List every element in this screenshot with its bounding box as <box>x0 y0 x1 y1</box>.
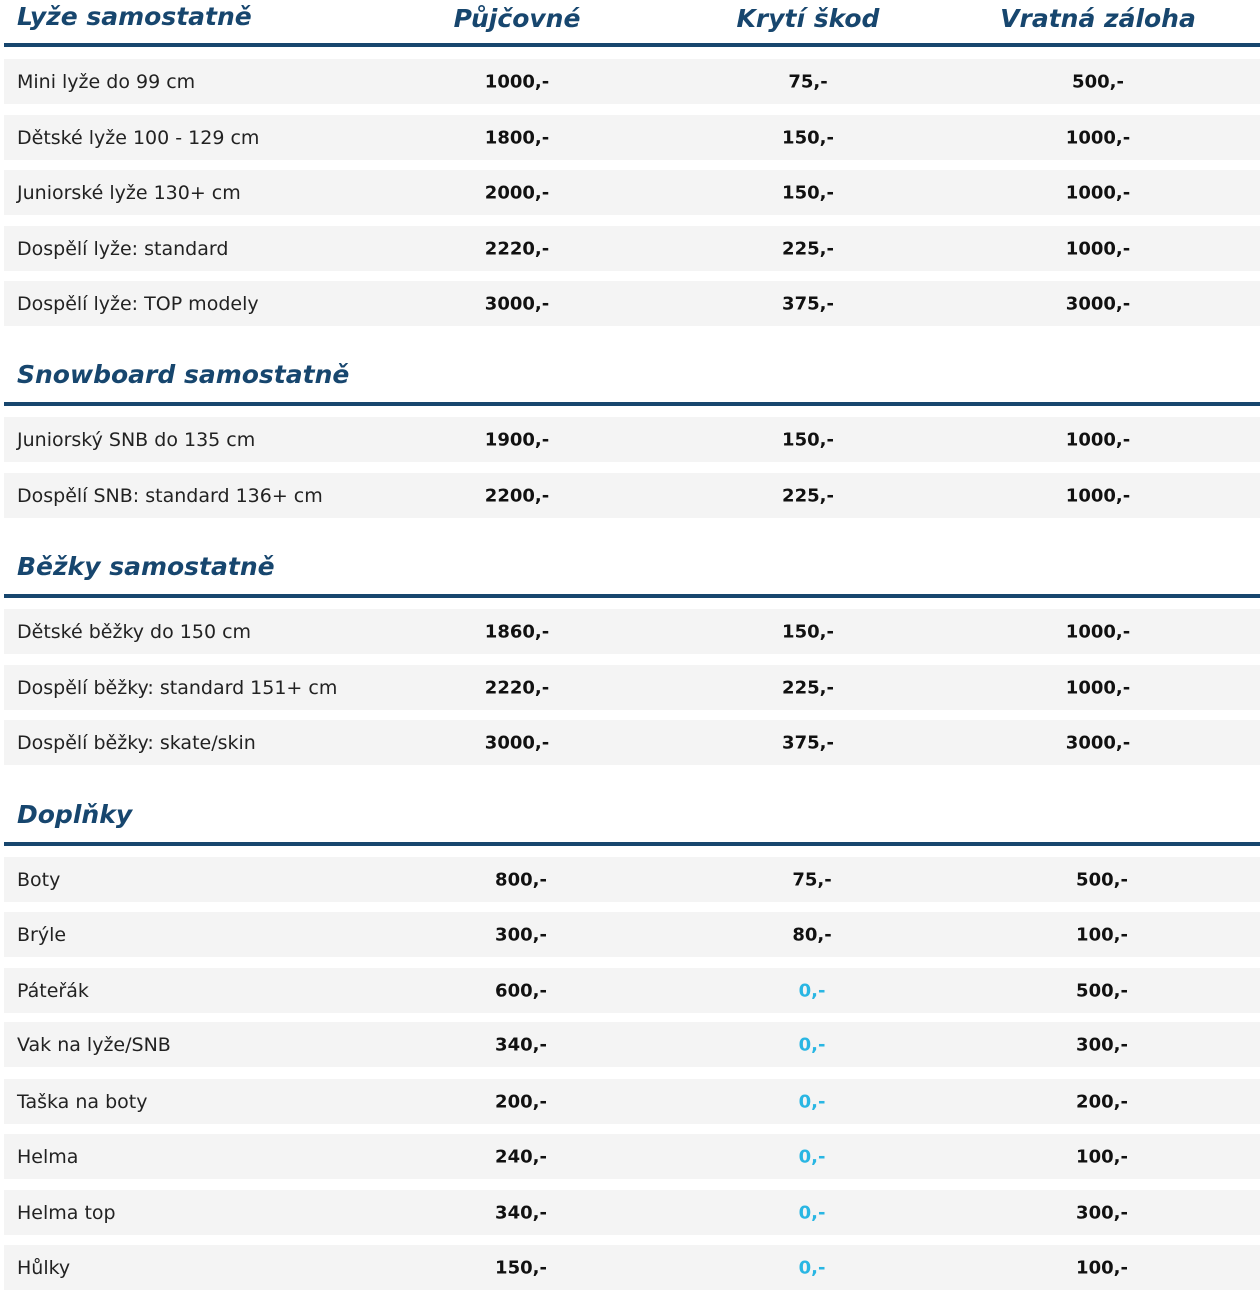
table-row <box>4 281 1260 326</box>
rent-value: 1800,- <box>484 127 550 148</box>
column-header-damage: Krytí škod <box>736 4 880 33</box>
section-title-bezky: Běžky samostatně <box>17 552 275 581</box>
row-label: Dospělí lyže: TOP modely <box>17 292 259 315</box>
section-divider <box>4 43 1260 47</box>
deposit-value: 1000,- <box>1065 238 1131 259</box>
row-label: Juniorské lyže 130+ cm <box>17 181 241 204</box>
damage-value: 0,- <box>798 1202 826 1223</box>
rent-value: 1860,- <box>484 621 550 642</box>
row-label: Vak na lyže/SNB <box>17 1033 171 1056</box>
table-row <box>4 115 1260 160</box>
section-title-snowboard: Snowboard samostatně <box>17 360 350 389</box>
row-label: Helma top <box>17 1201 116 1224</box>
row-label: Dětské běžky do 150 cm <box>17 620 252 643</box>
deposit-value: 200,- <box>1076 1091 1128 1112</box>
section-divider <box>4 594 1260 598</box>
deposit-value: 100,- <box>1076 1257 1128 1278</box>
deposit-value: 300,- <box>1076 1034 1128 1055</box>
row-label: Páteřák <box>17 979 89 1002</box>
section-title-lyze: Lyže samostatně <box>17 2 252 31</box>
damage-value: 150,- <box>782 182 834 203</box>
table-row <box>4 226 1260 271</box>
row-label: Taška na boty <box>17 1090 148 1113</box>
deposit-value: 100,- <box>1076 1146 1128 1167</box>
rent-value: 2000,- <box>484 182 550 203</box>
damage-value: 0,- <box>798 1091 826 1112</box>
deposit-value: 300,- <box>1076 1202 1128 1223</box>
damage-value: 150,- <box>782 127 834 148</box>
rent-value: 600,- <box>495 980 547 1001</box>
damage-value: 0,- <box>798 1257 826 1278</box>
deposit-value: 1000,- <box>1065 182 1131 203</box>
table-row <box>4 417 1260 462</box>
column-header-rent: Půjčovné <box>453 4 581 33</box>
column-header-deposit: Vratná záloha <box>1000 4 1196 33</box>
row-label: Dospělí SNB: standard 136+ cm <box>17 484 323 507</box>
damage-value: 375,- <box>782 732 834 753</box>
row-label: Dospělí běžky: standard 151+ cm <box>17 676 338 699</box>
damage-value: 0,- <box>798 1034 826 1055</box>
table-row <box>4 968 1260 1013</box>
table-row <box>4 1079 1260 1124</box>
damage-value: 225,- <box>782 238 834 259</box>
rent-value: 2220,- <box>484 677 550 698</box>
row-label: Dětské lyže 100 - 129 cm <box>17 126 260 149</box>
rent-value: 1900,- <box>484 429 550 450</box>
deposit-value: 500,- <box>1076 980 1128 1001</box>
section-title-doplnky: Doplňky <box>17 800 133 829</box>
deposit-value: 1000,- <box>1065 677 1131 698</box>
damage-value: 75,- <box>788 71 828 92</box>
row-label: Boty <box>17 868 61 891</box>
damage-value: 150,- <box>782 429 834 450</box>
row-label: Helma <box>17 1145 79 1168</box>
rent-value: 2220,- <box>484 238 550 259</box>
damage-value: 0,- <box>798 980 826 1001</box>
row-label: Brýle <box>17 923 67 946</box>
table-row <box>4 59 1260 104</box>
damage-value: 75,- <box>792 869 832 890</box>
table-row <box>4 857 1260 902</box>
deposit-value: 1000,- <box>1065 429 1131 450</box>
deposit-value: 1000,- <box>1065 485 1131 506</box>
deposit-value: 1000,- <box>1065 127 1131 148</box>
section-divider <box>4 842 1260 846</box>
rent-value: 200,- <box>495 1091 547 1112</box>
rent-value: 2200,- <box>484 485 550 506</box>
section-divider <box>4 402 1260 406</box>
rent-value: 340,- <box>495 1034 547 1055</box>
damage-value: 225,- <box>782 677 834 698</box>
damage-value: 375,- <box>782 293 834 314</box>
table-row <box>4 912 1260 957</box>
table-row <box>4 1134 1260 1179</box>
rent-value: 340,- <box>495 1202 547 1223</box>
table-row <box>4 1245 1260 1290</box>
damage-value: 80,- <box>792 924 832 945</box>
table-row <box>4 665 1260 710</box>
table-row <box>4 1022 1260 1067</box>
table-row <box>4 170 1260 215</box>
table-row <box>4 473 1260 518</box>
row-label: Dospělí běžky: skate/skin <box>17 731 256 754</box>
damage-value: 0,- <box>798 1146 826 1167</box>
damage-value: 150,- <box>782 621 834 642</box>
row-label: Juniorský SNB do 135 cm <box>17 428 256 451</box>
rent-value: 800,- <box>495 869 547 890</box>
deposit-value: 100,- <box>1076 924 1128 945</box>
deposit-value: 500,- <box>1072 71 1124 92</box>
row-label: Dospělí lyže: standard <box>17 237 229 260</box>
deposit-value: 500,- <box>1076 869 1128 890</box>
rent-value: 240,- <box>495 1146 547 1167</box>
rent-value: 150,- <box>495 1257 547 1278</box>
table-row <box>4 720 1260 765</box>
damage-value: 225,- <box>782 485 834 506</box>
deposit-value: 3000,- <box>1065 293 1131 314</box>
deposit-value: 3000,- <box>1065 732 1131 753</box>
deposit-value: 1000,- <box>1065 621 1131 642</box>
row-label: Mini lyže do 99 cm <box>17 70 196 93</box>
table-row <box>4 609 1260 654</box>
table-row <box>4 1190 1260 1235</box>
rent-value: 3000,- <box>484 293 550 314</box>
row-label: Hůlky <box>17 1256 71 1279</box>
rent-value: 1000,- <box>484 71 550 92</box>
rent-value: 300,- <box>495 924 547 945</box>
rent-value: 3000,- <box>484 732 550 753</box>
